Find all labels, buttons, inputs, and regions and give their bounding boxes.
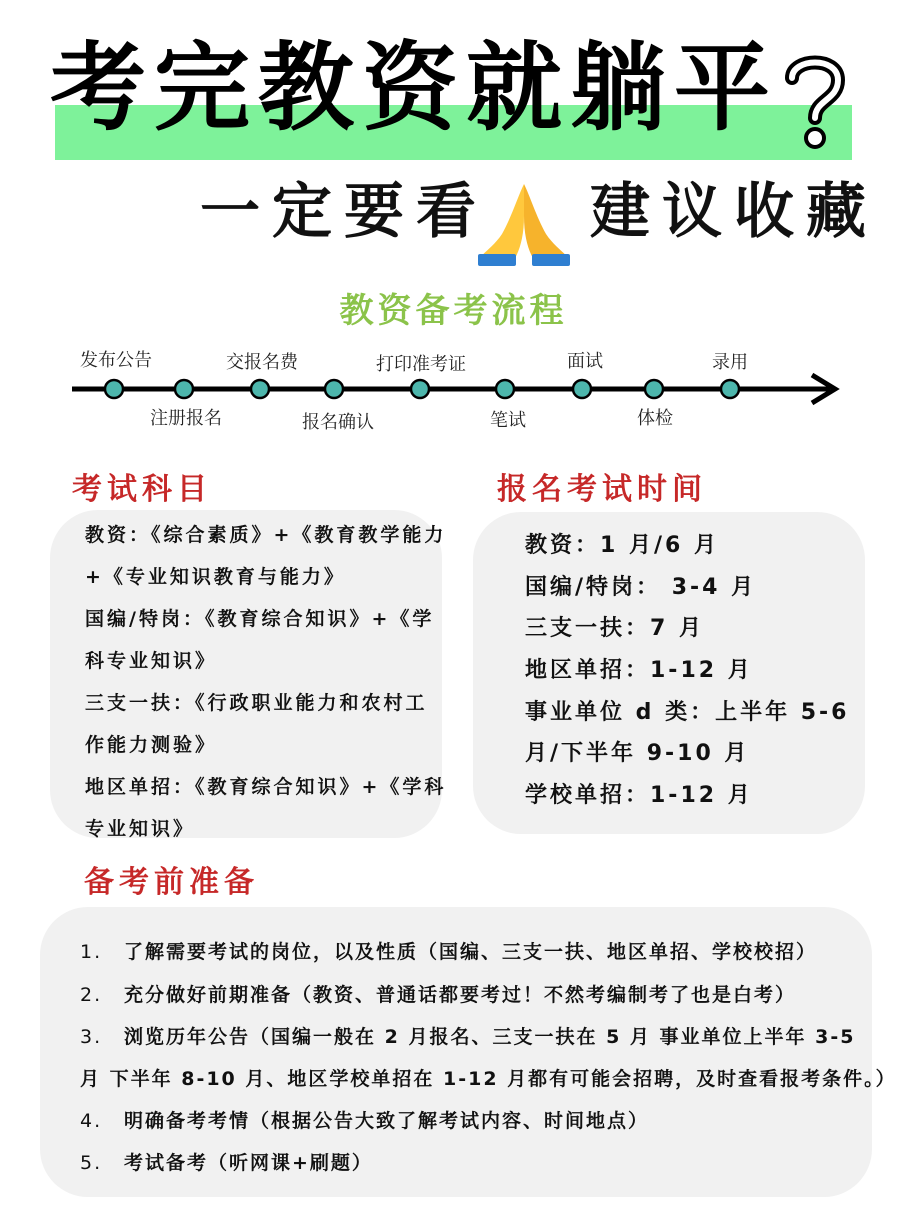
prep-item-number: 1. [80, 941, 103, 963]
prep-item-text: 了解需要考试的岗位，以及性质（国编、三支一扶、地区单招、学校校招） [124, 941, 818, 963]
schedule-card [473, 512, 865, 834]
subjects-line: 教资：《综合素质》+《教育教学能力 [85, 524, 447, 546]
timeline-step-label: 体检 [637, 408, 673, 429]
prep-item [80, 1106, 649, 1133]
timeline-step-label: 打印准考证 [376, 354, 466, 375]
timeline-step-label: 笔试 [490, 410, 526, 431]
timeline-dot [496, 380, 514, 398]
schedule-line: 月/下半年 9-10 月 [525, 741, 750, 766]
subjects-line: 作能力测验》 [85, 734, 218, 756]
timeline-dot [105, 380, 123, 398]
question-mark-text: ? [780, 48, 781, 49]
prep-item-text: 明确备考考情（根据公告大致了解考试内容、时间地点） [124, 1110, 650, 1132]
prep-item-text: 充分做好前期准备（教资、普通话都要考过！不然考编制考了也是白考） [124, 984, 797, 1006]
question-mark-icon [780, 48, 850, 153]
timeline-dot [573, 380, 591, 398]
subtitle-right: 建议收藏 [590, 177, 878, 247]
timeline-step-label: 报名确认 [302, 412, 374, 433]
schedule-line: 三支一扶：7 月 [525, 616, 704, 641]
prep-item-continuation [80, 1064, 897, 1091]
subjects-line: 三支一扶：《行政职业能力和农村工 [85, 692, 428, 714]
prep-item-text: 月 下半年 8-10 月、地区学校单招在 1-12 月都有可能会招聘，及时查看报考条件。） [80, 1068, 897, 1090]
subjects-line: 科专业知识》 [85, 650, 218, 672]
prep-item [80, 1148, 373, 1175]
prep-item [80, 1022, 855, 1049]
timeline-dot [645, 380, 663, 398]
schedule-title: 报名考试时间 [497, 472, 707, 507]
prep-item-number: 4. [80, 1110, 103, 1132]
timeline-step-label: 录用 [712, 352, 748, 373]
prep-item [80, 937, 817, 964]
timeline-dot [325, 380, 343, 398]
prep-item-text: 考试备考（听网课+刷题） [124, 1152, 373, 1174]
flow-title: 教资备考流程 [339, 291, 568, 331]
subjects-title: 考试科目 [72, 472, 212, 507]
subjects-line: 专业知识》 [85, 818, 196, 840]
timeline-dot [251, 380, 269, 398]
folded-hands-icon [474, 176, 574, 266]
subjects-line: 国编/特岗：《教育综合知识》+《学 [85, 608, 435, 630]
prep-item-number: 5. [80, 1152, 103, 1174]
subtitle-left: 一定要看 [200, 177, 488, 247]
subjects-card [50, 510, 447, 840]
prep-title: 备考前准备 [84, 865, 259, 900]
prep-item-number: 3. [80, 1026, 103, 1048]
timeline-dot [175, 380, 193, 398]
timeline-step-label: 面试 [567, 351, 603, 372]
schedule-line: 国编/特岗： 3-4 月 [525, 575, 757, 600]
schedule-line: 学校单招：1-12 月 [525, 783, 753, 808]
prep-item-text: 浏览历年公告（国编一般在 2 月报名、三支一扶在 5 月 事业单位上半年 3-5 [124, 1026, 856, 1048]
main-title: 考完教资就躺平 [50, 32, 778, 144]
prep-item [80, 980, 796, 1007]
timeline-dot [721, 380, 739, 398]
timeline-step-label: 交报名费 [226, 352, 298, 373]
prep-item-number: 2. [80, 984, 103, 1006]
timeline-step-label: 注册报名 [150, 408, 222, 429]
subjects-line: 地区单招：《教育综合知识》+《学科 [85, 776, 447, 798]
timeline-step-label: 发布公告 [80, 350, 152, 371]
schedule-line: 教资：1 月/6 月 [525, 533, 719, 558]
schedule-line: 地区单招：1-12 月 [525, 658, 753, 683]
prep-card [40, 907, 897, 1197]
subjects-line: +《专业知识教育与能力》 [85, 566, 346, 588]
timeline-dot [411, 380, 429, 398]
schedule-line: 事业单位 d 类：上半年 5-6 [525, 700, 850, 725]
